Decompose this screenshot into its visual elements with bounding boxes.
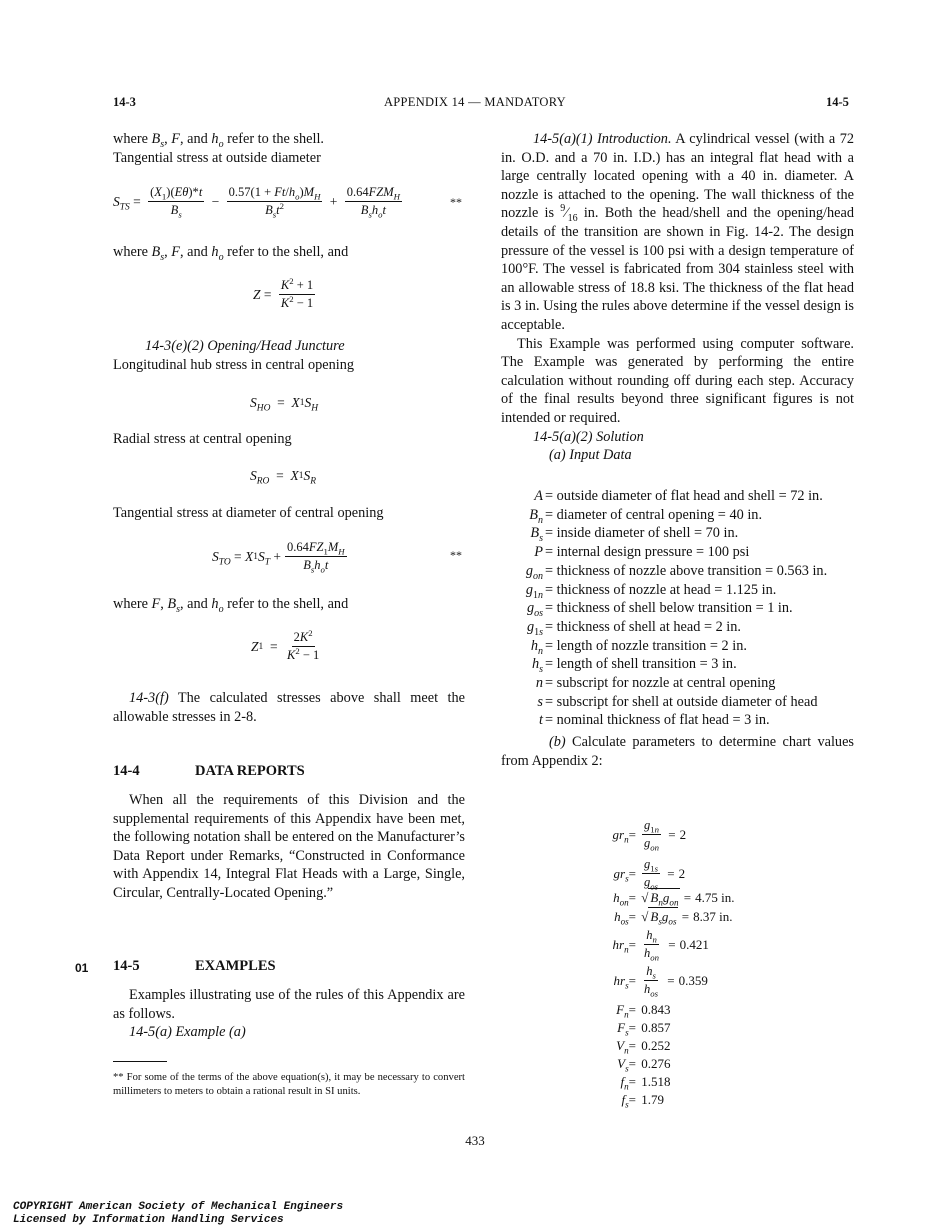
equation-z: Z = $\frac{K^2 + 1}{K^2 - 1}$ xyxy=(253,275,314,310)
left-para-7: where F, $B_s$, and $h_o$ refer to the shell, and xyxy=(113,596,349,615)
copyright-line-1: COPYRIGHT American Society of Mechanical Engineers xyxy=(13,1201,344,1213)
definition-row: $h_s$ = length of shell transition = 3 in. xyxy=(531,656,737,676)
page-number: 433 xyxy=(465,1133,485,1148)
result-hr-n: $hr_n=$ $\frac{h_n}{h_{on}}$ = 0.421 xyxy=(612,928,709,963)
definition-row: $g_{1n}$ = thickness of nozzle at head = 1.125 in. xyxy=(525,581,777,601)
definition-row: A = outside diameter of flat head and shell = 72 in. xyxy=(534,488,823,504)
input-data-heading: (a) Input Data xyxy=(549,447,632,464)
footnote-marker-2: ** xyxy=(450,548,462,562)
tangential-central-label: Tangential stress at diameter of central opening xyxy=(113,505,384,521)
chart-values-list xyxy=(600,1001,671,1109)
solution-heading: 14-5(a)(2) Solution xyxy=(533,428,644,445)
result-gr-n: $gr_n=$ $\frac{g_{1n}}{g_{on}}$ = 2 xyxy=(612,818,687,853)
example-a-label: 14-5(a) Example (a) xyxy=(129,1024,246,1041)
left-para-4 xyxy=(113,337,465,374)
footnote-rule xyxy=(113,1061,167,1062)
section-14-4-heading: 14-4 DATA REPORTS xyxy=(113,763,305,779)
result-h-on: $h_{on}=$ √ $B_ng_{on}$ = 4.75 in. xyxy=(613,889,735,908)
examples-paragraph: Examples illustrating use of the rules of this Appendix are as follows. 14-5(a) Example (a) xyxy=(113,987,465,1041)
tangential-outside-label: Tangential stress at outside diameter xyxy=(113,149,321,166)
left-para-3: where $B_s$, F, and $h_o$ refer to the shell, and xyxy=(113,244,349,263)
footnote: ** For some of the terms of the above equation(s), it may be necessary to convert millimeters to meters to obtain a rational result in SI units. xyxy=(113,1072,465,1097)
definition-row: $g_{os}$ = thickness of shell below transition = 1 in. xyxy=(526,600,793,620)
definition-row: $B_s$ = inside diameter of shell = 70 in. xyxy=(530,525,739,545)
equation-sto: $S_{TO}$ = X 1 $S_T$ + $\frac{0.64FZ_1M_H}{B_sh_ot}$ xyxy=(212,540,345,575)
definition-row: P = internal design pressure = 100 psi xyxy=(534,544,750,561)
software-note-paragraph: This Example was performed using computer software. The Example was generated by performing the entire calculation without rounding off during each step. Accuracy of the final results beyond three significant figures is not intended or required. xyxy=(501,335,854,426)
result-h-os: $h_{os}=$ √ $B_sg_{os}$ = 8.37 in. xyxy=(614,908,733,927)
definition-row: $g_{1s}$ = thickness of shell at head = 2 in. xyxy=(526,618,741,638)
header-section-right: 14-5 xyxy=(826,95,849,109)
copyright-line-2: Licensed by Information Handling Services xyxy=(13,1214,284,1226)
header-title: APPENDIX 14 — MANDATORY xyxy=(383,95,567,109)
definition-row: $B_n$ = diameter of central opening = 40 in. xyxy=(529,506,763,526)
result-hr-s: $hr_s=$ $\frac{h_s}{h_{os}}$ = 0.359 xyxy=(613,964,708,999)
heading-opening-head-juncture: 14-3(e)(2) Opening/Head Juncture xyxy=(145,338,345,354)
result-f-cap-s: $F_s=$ 0.857 xyxy=(617,1020,671,1038)
left-para-8: 14-3(f) The calculated stresses above shall meet the allowable stresses in 2-8. xyxy=(113,690,465,725)
equation-sro: $S_{RO}$ = X 1 $S_R$ xyxy=(250,468,316,487)
result-f-s: $f_s=$ 1.79 xyxy=(621,1092,664,1110)
radial-stress-label: Radial stress at central opening xyxy=(113,431,292,447)
input-definitions-list xyxy=(501,487,861,730)
result-f-cap-n: $F_n=$ 0.843 xyxy=(616,1002,671,1020)
data-reports-paragraph: When all the requirements of this Division and the supplemental requirements of this Appendix have been met, the following notation shall be entered on the Manufacturer’s Data Report under Remarks, “Constructed in Conformance with Appendix 14, Integral Flat Heads with a Large, Single, Circular, Centrally-Located Opening.” xyxy=(113,792,465,901)
equation-z1: Z 1 = $\frac{2K^2}{K^2 - 1}$ xyxy=(251,627,320,662)
revision-margin-mark: 01 xyxy=(75,961,89,975)
header-section-left: 14-3 xyxy=(113,95,136,109)
result-f-n: $f_n=$ 1.518 xyxy=(620,1074,671,1092)
definition-row: s = subscript for shell at outside diameter of head xyxy=(537,693,818,710)
footnote-marker-1: ** xyxy=(450,195,462,209)
introduction-paragraph: 14-5(a)(1) Introduction. A cylindrical vessel (with a 72 in. O.D. and a 70 in. I.D.) has an integral flat head with a large centrally located opening with a 40 in. diameter. A nozzle is attached to the opening. The wall thickness of the nozzle is $^9⁄_{16}$ in. Both the head/shell and the opening/head details of the transition are shown in Fig. 14-2. The design pressure of the vessel is 100 psi with a design temperature of 100°F. The vessel is fabricated from 304 stainless steel with an allowable stress of 18.8 ksi. The thickness of the flat head is 3 in. Using the rules above determine if the vessel design is acceptable. This Example was performed using computer software. The Example was generated by performing the entire calculation without rounding off during each step. Accuracy of the final results beyond three significant figures is not intended or required. 14-5(a)(2) Solution (a) Input Data xyxy=(501,131,855,464)
definition-row: n = subscript for nozzle at central opening xyxy=(535,675,776,692)
longitudinal-hub-label: Longitudinal hub stress in central opening xyxy=(113,356,355,373)
definition-row: $h_n$ = length of nozzle transition = 2 in. xyxy=(530,637,747,657)
section-14-5-heading: 14-5 EXAMPLES xyxy=(113,958,276,974)
equation-sho: $S_{HO}$ = X 1 $S_H$ xyxy=(250,395,319,414)
left-para-1 xyxy=(113,130,465,167)
result-v-n: $V_n=$ 0.252 xyxy=(616,1038,671,1056)
definition-row: $g_{on}$ = thickness of nozzle above transition = 0.563 in. xyxy=(525,562,828,582)
calc-parameters-paragraph: (b) Calculate parameters to determine chart values from Appendix 2: xyxy=(501,734,854,769)
equation-sts: $S_{TS}$ = $\frac{(X_1)(E\theta)*t}{B_s}$ − $\frac{0.57(1 + Ft/h_o)M_H}{B_st^2}$ + $\frac{0.64FZM_H}{B_sh_ot}$ xyxy=(113,185,400,220)
result-v-s: $V_s=$ 0.276 xyxy=(617,1056,671,1074)
result-gr-s: $gr_s=$ $\frac{g_{1s}}{g_{os}}$ = 2 xyxy=(613,857,686,892)
shell-ref-text: where $B_s$, F, and $h_o$ refer to the shell. xyxy=(113,131,324,150)
definition-row: t = nominal thickness of flat head = 3 in. xyxy=(539,712,770,729)
